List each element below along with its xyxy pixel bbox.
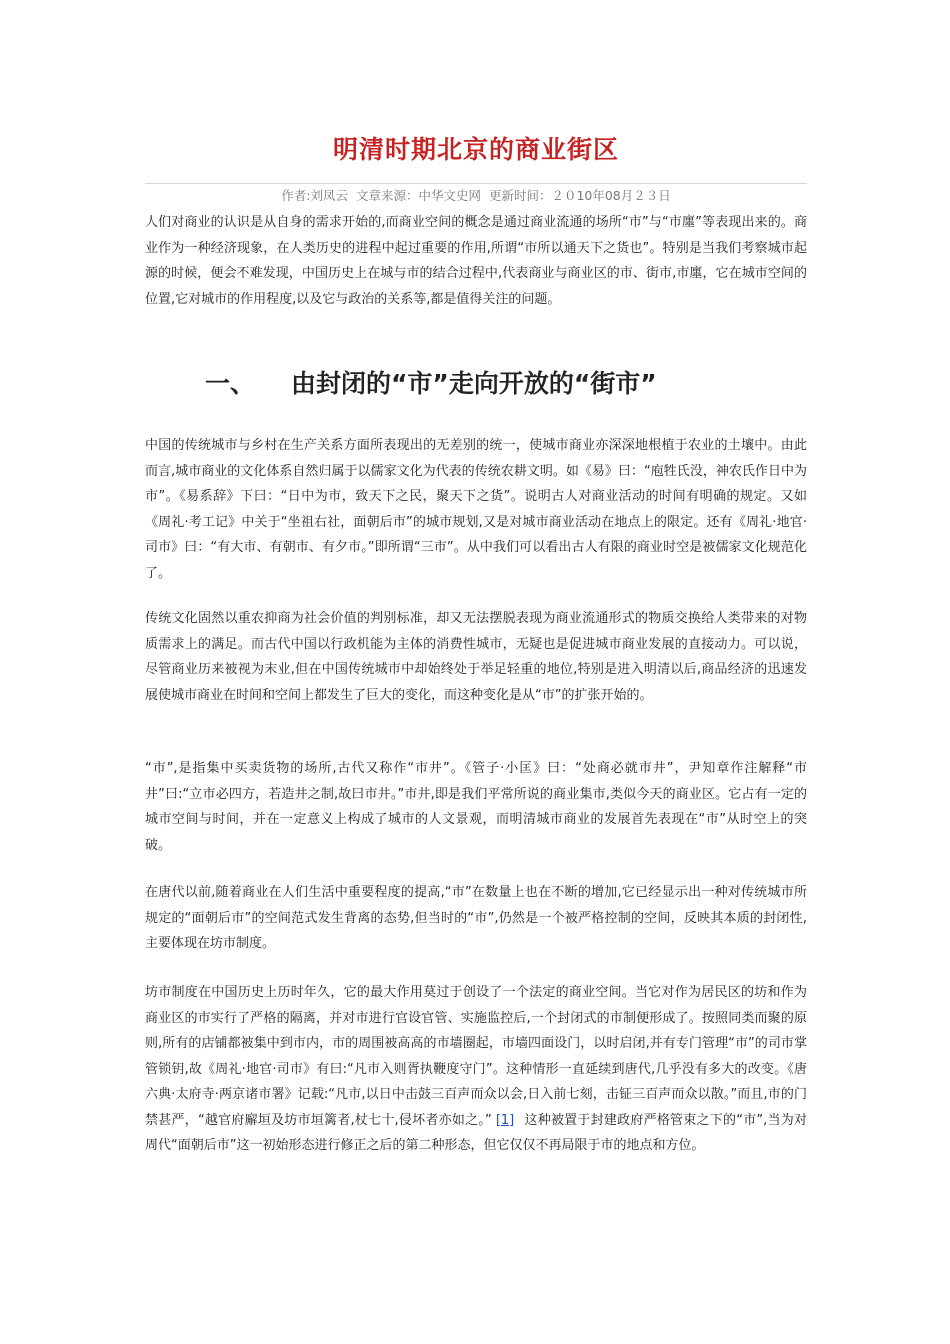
- body-paragraph-1: 中国的传统城市与乡村在生产关系方面所表现出的无差别的统一，使城市商业亦深深地根植于农业的土壤中。由此而言,城市商业的文化体系自然归属于以儒家文化为代表的传统农耕文明。如《易》曰：“庖牲氏没，神农氏作日中为市”。《易系辞》下曰：“日中为市，致天下之民，聚天下之货”。说明古人对商业活动的时间有明确的规定。又如《周礼·考工记》中关于“坐祖右社，面朝后市”的城市规划,又是对城市商业活动在地点上的限定。还有《周礼·地官·司市》曰：“有大市、有朝市、有夕市。”即所谓“三市”。从中我们可以看出古人有限的商业时空是被儒家文化规范化了。: [145, 438, 807, 581]
- footnote-link[interactable]: [1]: [495, 1112, 515, 1128]
- section-title: 由封闭的“市”走向开放的“街市”: [291, 369, 657, 398]
- body-paragraph-5: [145, 980, 807, 1159]
- body-paragraph-3: “市”,是指集中买卖货物的场所,古代又称作“市井”。《管子·小匡》曰：“处商必就市井”，尹知章作注解释“市井”曰:“立市必四方，若造井之制,故曰市井。”市井,即是我们平常所说的商业集市,类似今天的商业区。它占有一定的城市空间与时间，并在一定意义上构成了城市的人文景观，而明清城市商业的发展首先表现在“市”从时空上的突破。: [145, 761, 807, 853]
- intro-paragraph: 人们对商业的认识是从自身的需求开始的,而商业空间的概念是通过商业流通的场所“市”与“市廛”等表现出来的。商业作为一种经济现象，在人类历史的进程中起过重要的作用,所谓“市所以通天下之货也”。特别是当我们考察城市起源的时候，便会不难发现，中国历史上在城与市的结合过程中,代表商业与商业区的市、街市,市廛，它在城市空间的位置,它对城市的作用程度,以及它与政治的关系等,都是值得关注的问题。: [145, 215, 807, 307]
- meta-source: 文章来源：中华文史网: [355, 188, 481, 203]
- paragraph-5-text-b: 这种被置于封建政府严格管束之下的“市”,当为对周代“面朝后市”这一初始形态进行修正之后的第二种形态，但它仅仅不再局限于市的地点和方位。: [145, 1112, 807, 1153]
- paragraph-5-text-a: 坊市制度在中国历史上历时年久，它的最大作用莫过于创设了一个法定的商业空间。当它对作为居民区的坊和作为商业区的市实行了严格的隔离，并对市进行官设官管、实施监控后,一个封闭式的市制便形成了。按照同类而聚的原则,所有的店铺都被集中到市内，市的周围被高高的市墙圈起，市墙四面设门，以时启闭,并有专门管理“市”的司市掌管锁钥,故《周礼·地官·司市》有曰:“凡市入则胥执鞭度守门”。这种情形一直延续到唐代,几乎没有多大的改变。《唐六典·太府寺·两京诸市署》记载:“凡市,以日中击鼓三百声而众以会,日入前七刻，击钲三百声而众以散。”而且,市的门禁甚严，“越官府廨垣及坊市垣篱者,杖七十,侵坏者亦如之。”: [145, 985, 807, 1128]
- body-paragraph-4: 在唐代以前,随着商业在人们生活中重要程度的提高,“市”在数量上也在不断的增加,它已经显示出一种对传统城市所规定的“面朝后市”的空间范式发生背离的态势,但当时的“市”,仍然是一个被严格控制的空间，反映其本质的封闭性,主要体现在坊市制度。: [145, 885, 807, 951]
- article-title: 明清时期北京的商业街区: [332, 135, 619, 164]
- article-meta: [145, 186, 807, 206]
- title-divider: [145, 183, 807, 184]
- section-number: 一、: [205, 369, 256, 398]
- meta-author: 作者:刘凤云: [281, 188, 348, 203]
- body-paragraph-2: 传统文化固然以重农抑商为社会价值的判别标准，却又无法摆脱表现为商业流通形式的物质交换给人类带来的对物质需求上的满足。而古代中国以行政机能为主体的消费性城市，无疑也是促进城市商业发展的直接动力。可以说，尽管商业历来被视为末业,但在中国传统城市中却始终处于举足轻重的地位,特别是进入明清以后,商品经济的迅速发展使城市商业在时间和空间上都发生了巨大的变化，而这种变化是从“市”的扩张开始的。: [145, 611, 807, 703]
- meta-updated: 更新时间：２０10年08月２３日: [488, 188, 671, 203]
